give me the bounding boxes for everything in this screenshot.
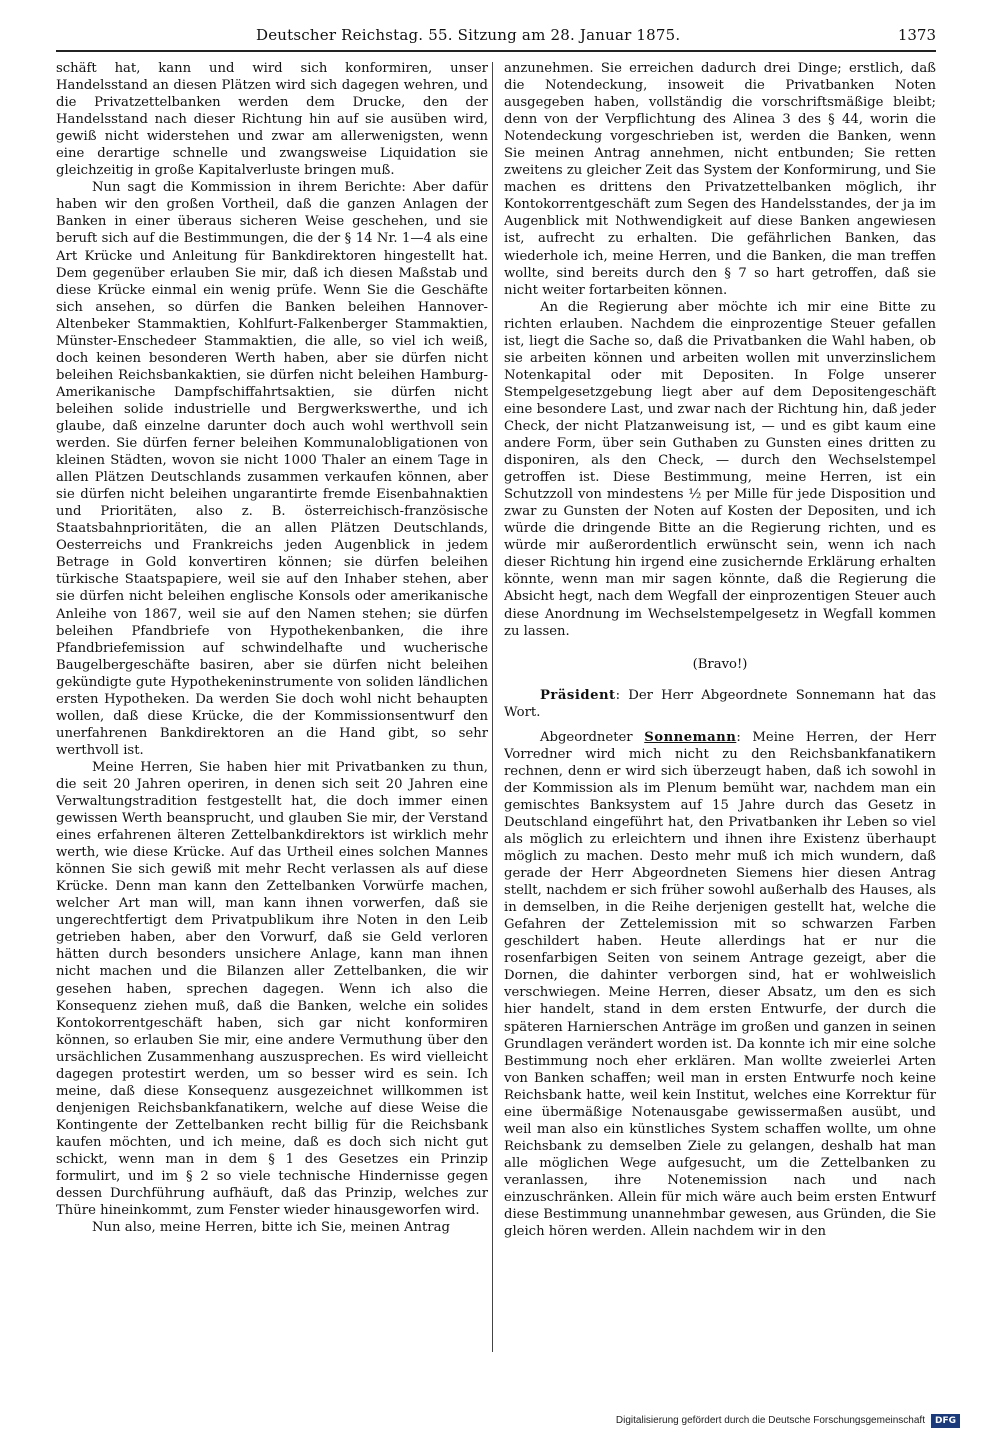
speech-text: : Meine Herren, der Herr Vorredner wird mich nicht zu den Reichsbankfanatikern rechnen, denn er wird sich überzeugt haben, daß ich sowohl in der Kommission als im Plenum bemüht war, nachdem man ein gemischtes Banksystem auf 15 Jahre durch das Gesetz in Deutschland eingeführt hat, den Privatbanken ihr Leben so viel als möglich zu erleichtern und ihnen ihre Existenz überhaupt möglich zu machen. Desto mehr muß ich mich wundern, daß gerade der Herr Abgeordneten Siemens hier diesen Antrag stellt, nachdem er sich früher sowohl außerhalb des Hauses, als in demselben, in die Reihe derjenigen gestellt hat, welche die Gefahren der Zettelemission mit so schwarzen Farben geschildert haben. Heute allerdings hat er nur die rosenfarbigen Seiten von seinem Antrage gezeigt, aber die Dornen, die dahinter verborgen sind, hat er wohlweislich verschwiegen. Meine Herren, dieser Absatz, um den es sich hier handelt, stand in dem ersten Entwurfe, der durch die späteren Harnierschen Anträge im großen und ganzen in seinen Grundlagen verändert worden ist. Da konnte ich mir eine solche Bestimmung noch eher erklären. Man wollte zweierlei Arten von Banken schaffen; weil man in ersten Entwurfe noch keine Reichsbank hatte, weil kein Institut, welches eine Korrektur für eine übermäßige Notenausgabe gewissermaßen ausübt, und weil man also ein künstliches System schaffen wollte, um ohne Reichsbank zu demselben Ziele zu gelangen, deshalb hat man alle möglichen Wege aufgesucht, um die Zettelbanken zu veranlassen, ihre Notenemission nach und nach einzuschränken. Allein für mich wäre auch beim ersten Entwurf diese Bestimmung unannehmbar gewesen, aus Gründen, die Sie gleich hören werden. Allein nachdem wir in den bbox=[504, 729, 936, 1240]
digitization-credit: Digitalisierung gefördert durch die Deutsche Forschungsgemeinschaft bbox=[615, 1415, 925, 1426]
president-label: Präsident bbox=[540, 687, 616, 703]
speaker-name: Sonnemann bbox=[644, 729, 737, 745]
president-text: : Der Herr Abgeordnete Sonnemann hat das Wort. bbox=[504, 687, 936, 720]
left-paragraph-4: Nun also, meine Herren, bitte ich Sie, meinen Antrag bbox=[92, 1220, 450, 1236]
interjection-bravo: (Bravo!) bbox=[692, 656, 748, 672]
running-title: Deutscher Reichstag. 55. Sitzung am 28. Januar 1875. bbox=[256, 26, 681, 44]
speaker-prefix: Abgeordneter bbox=[540, 729, 645, 745]
page-header bbox=[56, 24, 936, 52]
page-number: 1373 bbox=[897, 26, 936, 44]
column-divider bbox=[492, 62, 493, 1352]
page-footer bbox=[616, 1414, 960, 1428]
left-column bbox=[56, 60, 488, 1352]
left-paragraph-2: Nun sagt die Kommission in ihrem Berichte: Aber dafür haben wir den großen Vortheil, daß die ganzen Anlagen der Banken in einer überaus sicheren Weise geschehen, und sie beruft sich auf die Bestimmungen, die der § 14 Nr. 1—4 als eine Art Krücke und Anleitung für Bankdirektoren hingestellt hat. Dem gegenüber erlauben Sie mir, daß ich diesen Maßstab und diese Krücke einmal ein wenig prüfe. Wenn Sie die Geschäfte sich ansehen, so dürfen die Banken beleihen Hannover-Altenbeker Stammaktien, Kohlfurt-Falkenberger Stammaktien, Münster-Enschedeer Stammaktien, die alle, so viel ich weiß, doch keinen besonderen Werth haben, aber sie dürfen nicht beleihen Reichsbankaktien, sie dürfen nicht beleihen Hamburg-Amerikanische Dampfschiffahrtsaktien, sie dürfen nicht beleihen solide industrielle und Bergwerkswerthe, und ich glaube, daß einzelne darunter doch auch wohl werthvoll sein werden. Sie dürfen ferner beleihen Kommunalobligationen von kleinen Städten, wovon sie nicht 1000 Thaler an einem Tage in allen Plätzen Deutschlands zusammen verkaufen können, aber sie dürfen nicht beleihen ungarantirte fremde Eisenbahnaktien und Prioritäten, also z. B. österreichisch-französische Staatsbahnprioritäten, die an allen Plätzen Deutschlands, Oesterreichs und Frankreichs jeden Augenblick in jedem Betrage in Gold konvertiren können; sie dürfen beleihen türkische Staatspapiere, weil sie auf den Inhaber stehen, aber sie dürfen nicht beleihen englische Konsols oder amerikanische Anleihe von 1867, weil sie auf den Namen stehen; sie dürfen beleihen Pfandbriefe von Hypothekenbanken, die ihre Pfandbriefemission auf schwindelhafte und wucherische Baugelbergeschäfte basiren, aber sie dürfen nicht beleihen gekündigte gute Hypothekeninstrumente von soliden ländlichen ersten Hypotheken. Da werden Sie doch wohl nicht behaupten wollen, daß diese Krücke, die der Kommissionsentwurf den unerfahrenen Bankdirektoren an die Hand gibt, so sehr werthvoll ist. bbox=[56, 180, 488, 758]
left-paragraph-3: Meine Herren, Sie haben hier mit Privatbanken zu thun, die seit 20 Jahren operiren, in denen sich seit 20 Jahren eine Verwaltungstradition festgestellt hat, die doch immer einen gewissen Werth beansprucht, und glauben Sie mir, der Verstand eines erfahrenen älteren Zettelbankdirektors ist wirklich mehr werth, wie diese Krücke. Auf das Urtheil eines solchen Mannes können Sie sich gewiß mit mehr Recht verlassen als auf diese Krücke. Denn man kann den Zettelbanken Vorwürfe machen, welcher Art man will, man kann ihnen vorwerfen, daß sie ungerechtfertigt dem Privatpublikum ihre Noten in den Leib getrieben haben, aber den Vorwurf, daß sie Geld verloren hätten durch besonders unsichere Anlage, kann man ihnen nicht machen und die Bilanzen aller Zettelbanken, die wir gesehen haben, sprechen dagegen. Wenn ich also die Konsequenz ziehen muß, daß die Banken, welche ein solides Kontokorrentgeschäft haben, sich gar nicht konformiren können, so erlauben Sie mir, eine andere Vermuthung über den ursächlichen Zusammenhang auszusprechen. Es wird vielleicht dagegen protestirt werden, um so besser wird es sein. Ich meine, daß diese Konsequenz ausgezeichnet willkommen ist denjenigen Reichsbankfanatikern, welche auf diese Weise die Kontingente der Zettelbanken recht billig für die Reichsbank kaufen möchten, und ich meine, daß es doch sich nicht gut schickt, wenn man in dem § 1 des Gesetzes ein Prinzip formulirt, und im § 2 so viele technische Hindernisse gegen dessen Durchführung aufhäuft, daß das Prinzip, welches zur Thüre hineinkommt, zum Fenster wieder hinausgeworfen wird. bbox=[56, 759, 488, 1219]
left-paragraph-1: schäft hat, kann und wird sich konformiren, unser Handelsstand an diesen Plätzen wird sich dagegen wehren, und die Privatzettelbanken werden dem Drucke, den der Handelsstand nach dieser Richtung hin auf sie ausüben wird, gewiß nicht widerstehen und zwar am allerwenigsten, wenn eine derartige schnelle und zwangsweise Liquidation sie gleichzeitig in große Kapitalverluste bringen muß. bbox=[56, 61, 488, 179]
right-paragraph-1: anzunehmen. Sie erreichen dadurch drei Dinge; erstlich, daß die Notendeckung, insoweit die Privatbanken Noten ausgegeben haben, vollständig die vorschriftsmäßige bleibt; denn von der Verpflichtung des Alinea 3 des § 44, worin die Notendeckung vorgeschrieben ist, werden die Banken, wenn Sie meinen Antrag annehmen, nicht entbunden; Sie retten zweitens zu gleicher Zeit das System der Konformirung, und Sie machen es drittens den Privatzettelbanken möglich, ihr Kontokorrentgeschäft zum Segen des Handelsstandes, der ja im Augenblick mit Nothwendigkeit auf diese Banken angewiesen ist, aufrecht zu erhalten. Die gefährlichen Banken, das wiederhole ich, meine Herren, und die Banken, die man treffen wollte, sind bereits durch den § 7 so hart getroffen, daß sie nicht weiter fortarbeiten können. bbox=[504, 61, 936, 298]
sonnemann-speech bbox=[504, 729, 936, 1240]
right-paragraph-2: An die Regierung aber möchte ich mir eine Bitte zu richten erlauben. Nachdem die einprozentige Steuer gefallen ist, liegt die Sache so, daß die Privatbanken die Wahl haben, ob sie arbeiten können und arbeiten wollen mit unverzinslichem Notenkapital oder mit Depositen. In Folge unserer Stempelgesetzgebung liegt aber auf dem Depositengeschäft eine besondere Last, und zwar nach der Richtung hin, daß jeder Check, der nicht Platzanweisung ist, — und es gibt kaum eine andere Form, über sein Guthaben zu Gunsten eines dritten zu disponiren, als den Check, — durch den Wechselstempel getroffen ist. Diese Bestimmung, meine Herren, ist ein Schutzzoll von mindestens ½ per Mille für jede Disposition und zwar zu Gunsten der Noten auf Kosten der Depositen, und ich würde die dringende Bitte an die Regierung richten, und es würde mir außerordentlich erwünscht sein, wenn ich nach dieser Richtung hin irgend eine zusichernde Erklärung erhalten könnte, wenn man mir sagen könnte, daß die Regierung die Absicht hegt, nach dem Wegfall der einprozentigen Steuer auch diese Anordnung im Wechselstempelgesetz in Wegfall kommen zu lassen. bbox=[504, 299, 936, 639]
spacer bbox=[504, 721, 936, 729]
right-column bbox=[504, 60, 936, 1352]
dfg-logo: DFG bbox=[931, 1414, 960, 1428]
president-statement bbox=[504, 687, 936, 721]
